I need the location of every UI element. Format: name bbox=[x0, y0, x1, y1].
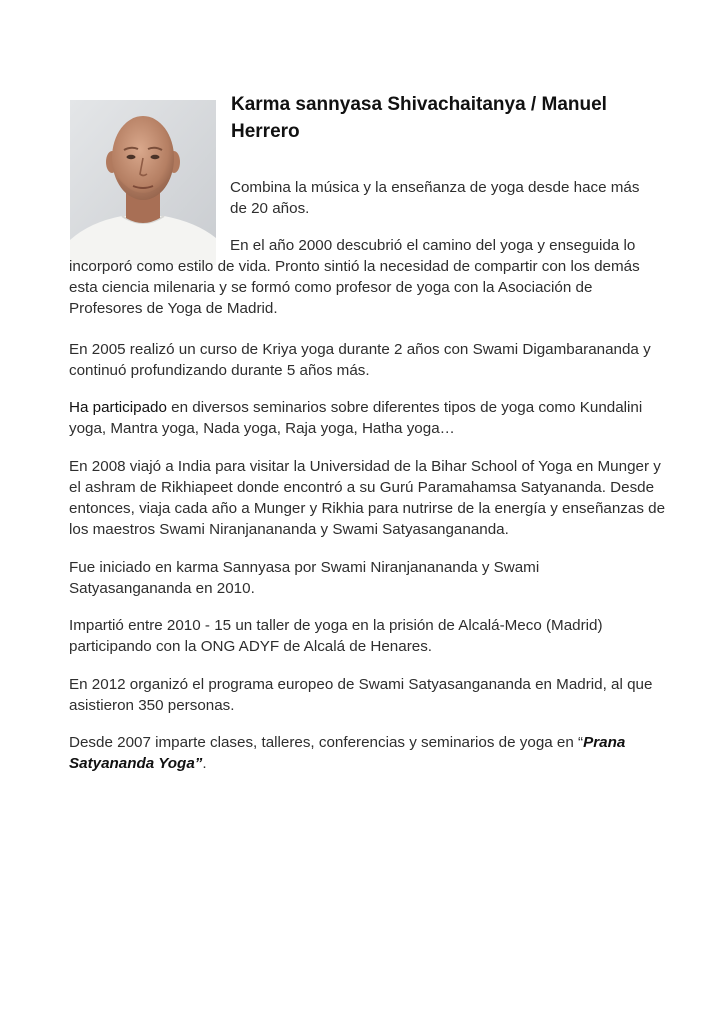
paragraph-2000: En el año 2000 descubrió el camino del yoga y enseguida lo incorporó como estilo de vida. Pronto sintió la necesidad de compartir con los demás esta ciencia milenaria y se formó como profesor de yoga con la Asociación de Profesores de Yoga de Madrid. bbox=[69, 237, 640, 317]
paragraph-2005: En 2005 realizó un curso de Kriya yoga durante 2 años con Swami Digambarananda y continuó profundizando durante 5 años más. bbox=[69, 341, 651, 379]
paragraph-2008: En 2008 viajó a India para visitar la Universidad de la Bihar School of Yoga en Munger y el ashram de Rikhiapeet donde encontró a su Gurú Paramahamsa Satyananda. Desde entonces, viaja cada año a Munger y Rikhia para nutrirse de la energía y enseñanzas de los maestros Swami Niranjanananda y Swami Satyasangananda. bbox=[69, 458, 666, 538]
paragraph-2012: En 2012 organizó el programa europeo de Swami Satyasangananda en Madrid, al que asistieron 350 personas. bbox=[69, 676, 653, 714]
paragraph-intro: Combina la música y la enseñanza de yoga desde hace más de 20 años. bbox=[230, 179, 640, 217]
paragraph-initiation: Fue iniciado en karma Sannyasa por Swami Niranjanananda y Swami Satyasangananda en 2010. bbox=[69, 559, 540, 597]
paragraph-2007-lead: Desde 2007 imparte clases, talleres, conferencias y seminarios de yoga en “ bbox=[69, 734, 584, 751]
paragraph-seminars bbox=[69, 397, 659, 439]
paragraph-seminars-rest: en diversos seminarios sobre diferentes tipos de yoga como Kundalini yoga, Mantra yoga, Nada yoga, Raja yoga, Hatha yoga… bbox=[69, 399, 643, 437]
page-title: Karma sannyasa Shivachaitanya / Manuel Herrero bbox=[231, 94, 607, 142]
paragraph-prison-workshop: Impartió entre 2010 - 15 un taller de yoga en la prisión de Alcalá-Meco (Madrid) participando con la ONG ADYF de Alcalá de Henares. bbox=[69, 617, 603, 655]
paragraph-seminars-lead: Ha participado bbox=[69, 399, 167, 416]
paragraph-2007-classes bbox=[69, 732, 659, 774]
paragraph-2007-end: . bbox=[202, 755, 207, 772]
prana-satyananda-yoga-emphasis: Prana Satyananda Yoga” bbox=[69, 734, 626, 772]
